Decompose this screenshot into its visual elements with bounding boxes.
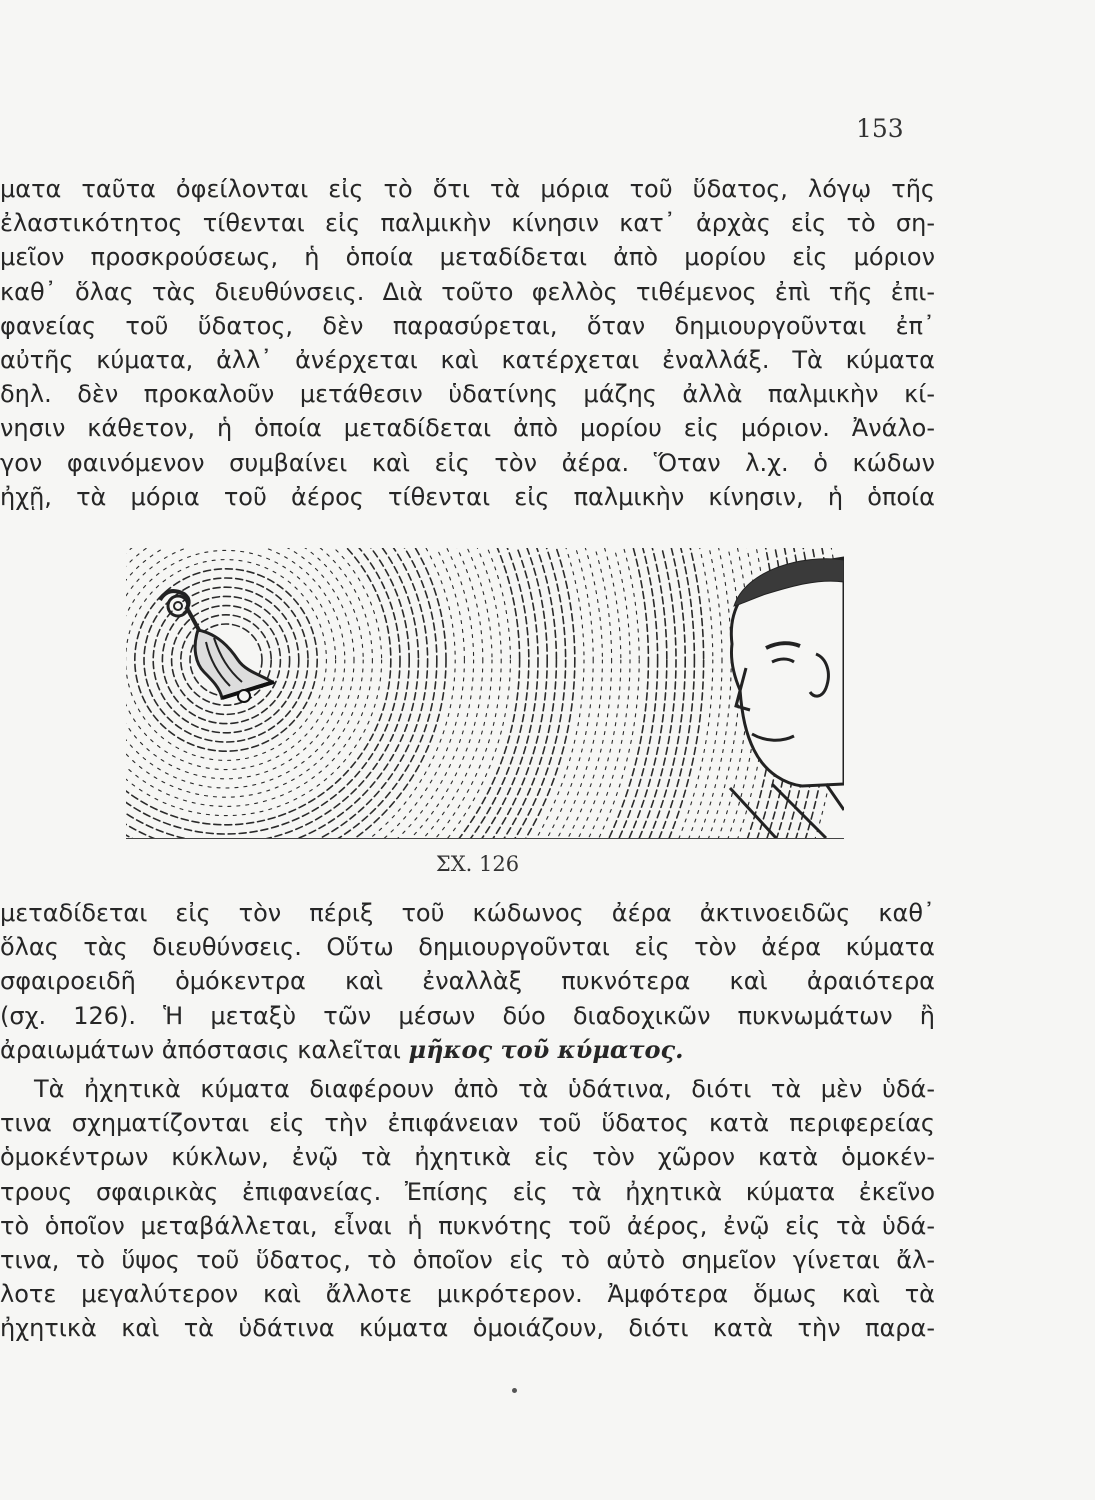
page-mark: [512, 1388, 517, 1393]
text-fragment: ἀραιωμάτων ἀπόστασις καλεῖται: [0, 1035, 409, 1064]
wave-ring: [126, 548, 731, 838]
wave-ring: [126, 548, 529, 838]
page-number: 153: [856, 114, 904, 143]
text-line: αὐτῆς κύματα, ἀλλ᾽ ἀνέρχεται καὶ κατέρχεται ἐναλλάξ. Τὰ κύματα: [0, 346, 935, 375]
text-line: τινα, τὸ ὕψος τοῦ ὕδατος, τὸ ὁποῖον εἰς τὸ αὐτὸ σημεῖον γίνεται ἄλ-: [0, 1246, 935, 1275]
text-line: μεῖον προσκρούσεως, ἡ ὁποία μεταδίδεται ἀπὸ μορίου εἰς μόριον: [0, 243, 935, 272]
text-line: δηλ. δὲν προκαλοῦν μετάθεσιν ὑδατίνης μάζης ἀλλὰ παλμικὴν κί-: [0, 380, 935, 409]
text-line: τὸ ὁποῖον μεταβάλλεται, εἶναι ἡ πυκνότης τοῦ ἀέρος, ἐνῷ εἰς τὰ ὑδά-: [0, 1211, 935, 1240]
text-line: τινα σχηματίζονται εἰς τὴν ἐπιφάνειαν τοῦ ὕδατος κατὰ περιφερείας: [0, 1109, 935, 1138]
wave-ring: [126, 548, 520, 838]
figure-caption: ΣΧ. 126: [435, 852, 520, 876]
text-line: ἐλαστικότητος τίθενται εἰς παλμικὴν κίνησιν κατ᾽ ἀρχὰς εἰς τὸ ση-: [0, 209, 935, 238]
text-line: λοτε μεγαλύτερον καὶ ἄλλοτε μικρότερον. Ἀμφότερα ὅμως καὶ τὰ: [0, 1280, 935, 1309]
wave-ring: [126, 548, 556, 838]
text-line: (σχ. 126). Ἡ μεταξὺ τῶν μέσων δύο διαδοχικῶν πυκνωμάτων ἢ: [0, 1001, 935, 1030]
text-line: σφαιροειδῆ ὁμόκεντρα καὶ ἐναλλὰξ πυκνότερα καὶ ἀραιότερα: [0, 967, 935, 996]
wave-ring: [126, 548, 566, 838]
text-line: [0, 1033, 935, 1067]
text-line: καθ᾽ ὅλας τὰς διευθύνσεις. Διὰ τοῦτο φελλὸς τιθέμενος ἐπὶ τῆς ἐπι-: [0, 277, 935, 306]
wave-ring: [126, 548, 722, 838]
wave-ring: [126, 548, 538, 838]
text-line: ἠχῇ, τὰ μόρια τοῦ ἀέρος τίθενται εἰς παλμικὴν κίνησιν, ἡ ὁποία: [0, 482, 935, 511]
term-wavelength: μῆκος τοῦ κύματος.: [408, 1034, 684, 1064]
text-line: ὁμοκέντρων κύκλων, ἐνῷ τὰ ἠχητικὰ εἰς τὸν χῶρον κατὰ ὁμοκέν-: [0, 1143, 935, 1172]
text-line: ὅλας τὰς διευθύνσεις. Οὕτω δημιουργοῦνται εἰς τὸν ἀέρα κύματα: [0, 933, 935, 962]
text-line: φανείας τοῦ ὕδατος, δὲν παρασύρεται, ὅταν δημιουργοῦνται ἐπ᾽: [0, 311, 935, 340]
figure-bell-sound-waves: [126, 548, 844, 839]
text-line: ἠχητικὰ καὶ τὰ ὑδάτινα κύματα ὁμοιάζουν, διότι κατὰ τὴν παρα-: [0, 1314, 935, 1343]
paragraph-wave-motion: [0, 172, 935, 514]
paragraph-sound-waves: [0, 896, 935, 1067]
bell-waves-illustration: [126, 548, 844, 838]
wave-ring: [126, 548, 713, 838]
wave-ring: [126, 548, 621, 838]
text-line: ματα ταῦτα ὀφείλονται εἰς τὸ ὅτι τὰ μόρια τοῦ ὕδατος, λόγῳ τῆς: [0, 175, 935, 203]
paragraph-comparison: [0, 1072, 935, 1346]
text-line: γον φαινόμενον συμβαίνει καὶ εἰς τὸν ἀέρα. Ὅταν λ.χ. ὁ κώδων: [0, 448, 935, 477]
text-line: τρους σφαιρικὰς ἐπιφανείας. Ἐπίσης εἰς τὰ ἠχητικὰ κύματα ἐκεῖνο: [0, 1177, 935, 1206]
text-line: μεταδίδεται εἰς τὸν πέριξ τοῦ κώδωνος ἀέρα ἀκτινοειδῶς καθ᾽: [0, 899, 935, 927]
text-line: Τὰ ἠχητικὰ κύματα διαφέρουν ἀπὸ τὰ ὑδάτινα, διότι τὰ μὲν ὑδά-: [34, 1075, 935, 1103]
text-line: νησιν κάθετον, ἡ ὁποία μεταδίδεται ἀπὸ μορίου εἰς μόριον. Ἀνάλο-: [0, 414, 935, 443]
wave-ring: [126, 548, 740, 838]
